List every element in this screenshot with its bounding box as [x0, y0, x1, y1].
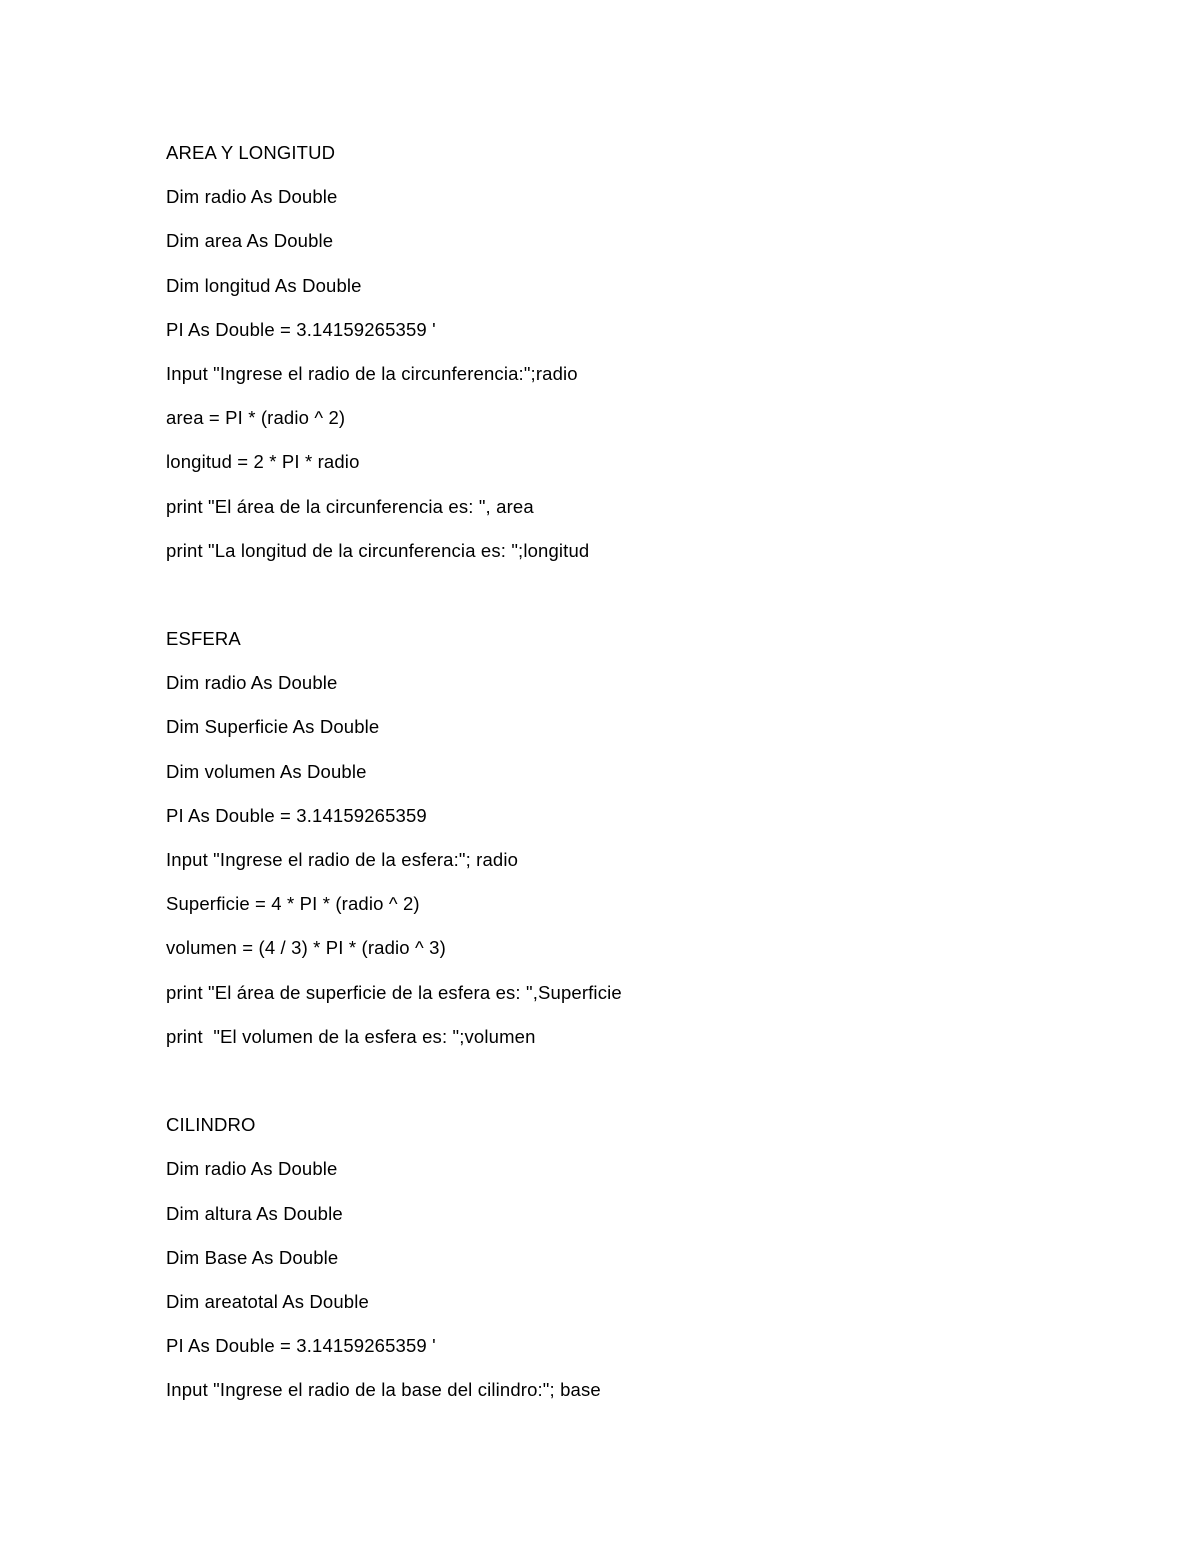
code-line: print "La longitud de la circunferencia es: ";longitud — [166, 539, 590, 561]
code-line: Dim Base As Double — [166, 1246, 339, 1268]
section-spacer — [166, 583, 1066, 627]
code-line: longitud = 2 * PI * radio — [166, 451, 360, 473]
code-line: print "El área de la circunferencia es: ", area — [166, 495, 534, 517]
code-line: Superficie = 4 * PI * (radio ^ 2) — [166, 893, 420, 915]
code-line: Dim radio As Double — [166, 1158, 338, 1180]
code-line: PI As Double = 3.14159265359 — [166, 804, 427, 826]
code-line: Dim altura As Double — [166, 1202, 343, 1224]
code-line: Dim area As Double — [166, 230, 334, 252]
code-line: PI As Double = 3.14159265359 ' — [166, 318, 436, 340]
code-line: Dim radio As Double — [166, 186, 338, 208]
code-line: Dim longitud As Double — [166, 274, 362, 296]
code-line: PI As Double = 3.14159265359 ' — [166, 1335, 436, 1357]
section-heading-cilindro: CILINDRO — [166, 1114, 256, 1136]
section-heading-esfera: ESFERA — [166, 628, 241, 650]
section-heading-area-longitud: AREA Y LONGITUD — [166, 142, 336, 163]
document-body — [166, 141, 1066, 1422]
code-line: volumen = (4 / 3) * PI * (radio ^ 3) — [166, 937, 446, 959]
code-line: Dim volumen As Double — [166, 760, 367, 782]
code-line: area = PI * (radio ^ 2) — [166, 407, 346, 429]
code-line: Input "Ingrese el radio de la circunferencia:";radio — [166, 362, 578, 384]
section-spacer — [166, 1069, 1066, 1113]
code-line: Dim Superficie As Double — [166, 716, 380, 738]
code-line: Input "Ingrese el radio de la esfera:"; radio — [166, 849, 519, 870]
code-line: print "El área de superficie de la esfera es: ",Superficie — [166, 981, 622, 1003]
code-line: Input "Ingrese el radio de la base del cilindro:"; base — [166, 1379, 601, 1401]
code-line: print "El volumen de la esfera es: ";volumen — [166, 1025, 536, 1047]
code-line: Dim radio As Double — [166, 672, 338, 694]
code-line: Dim areatotal As Double — [166, 1290, 369, 1312]
